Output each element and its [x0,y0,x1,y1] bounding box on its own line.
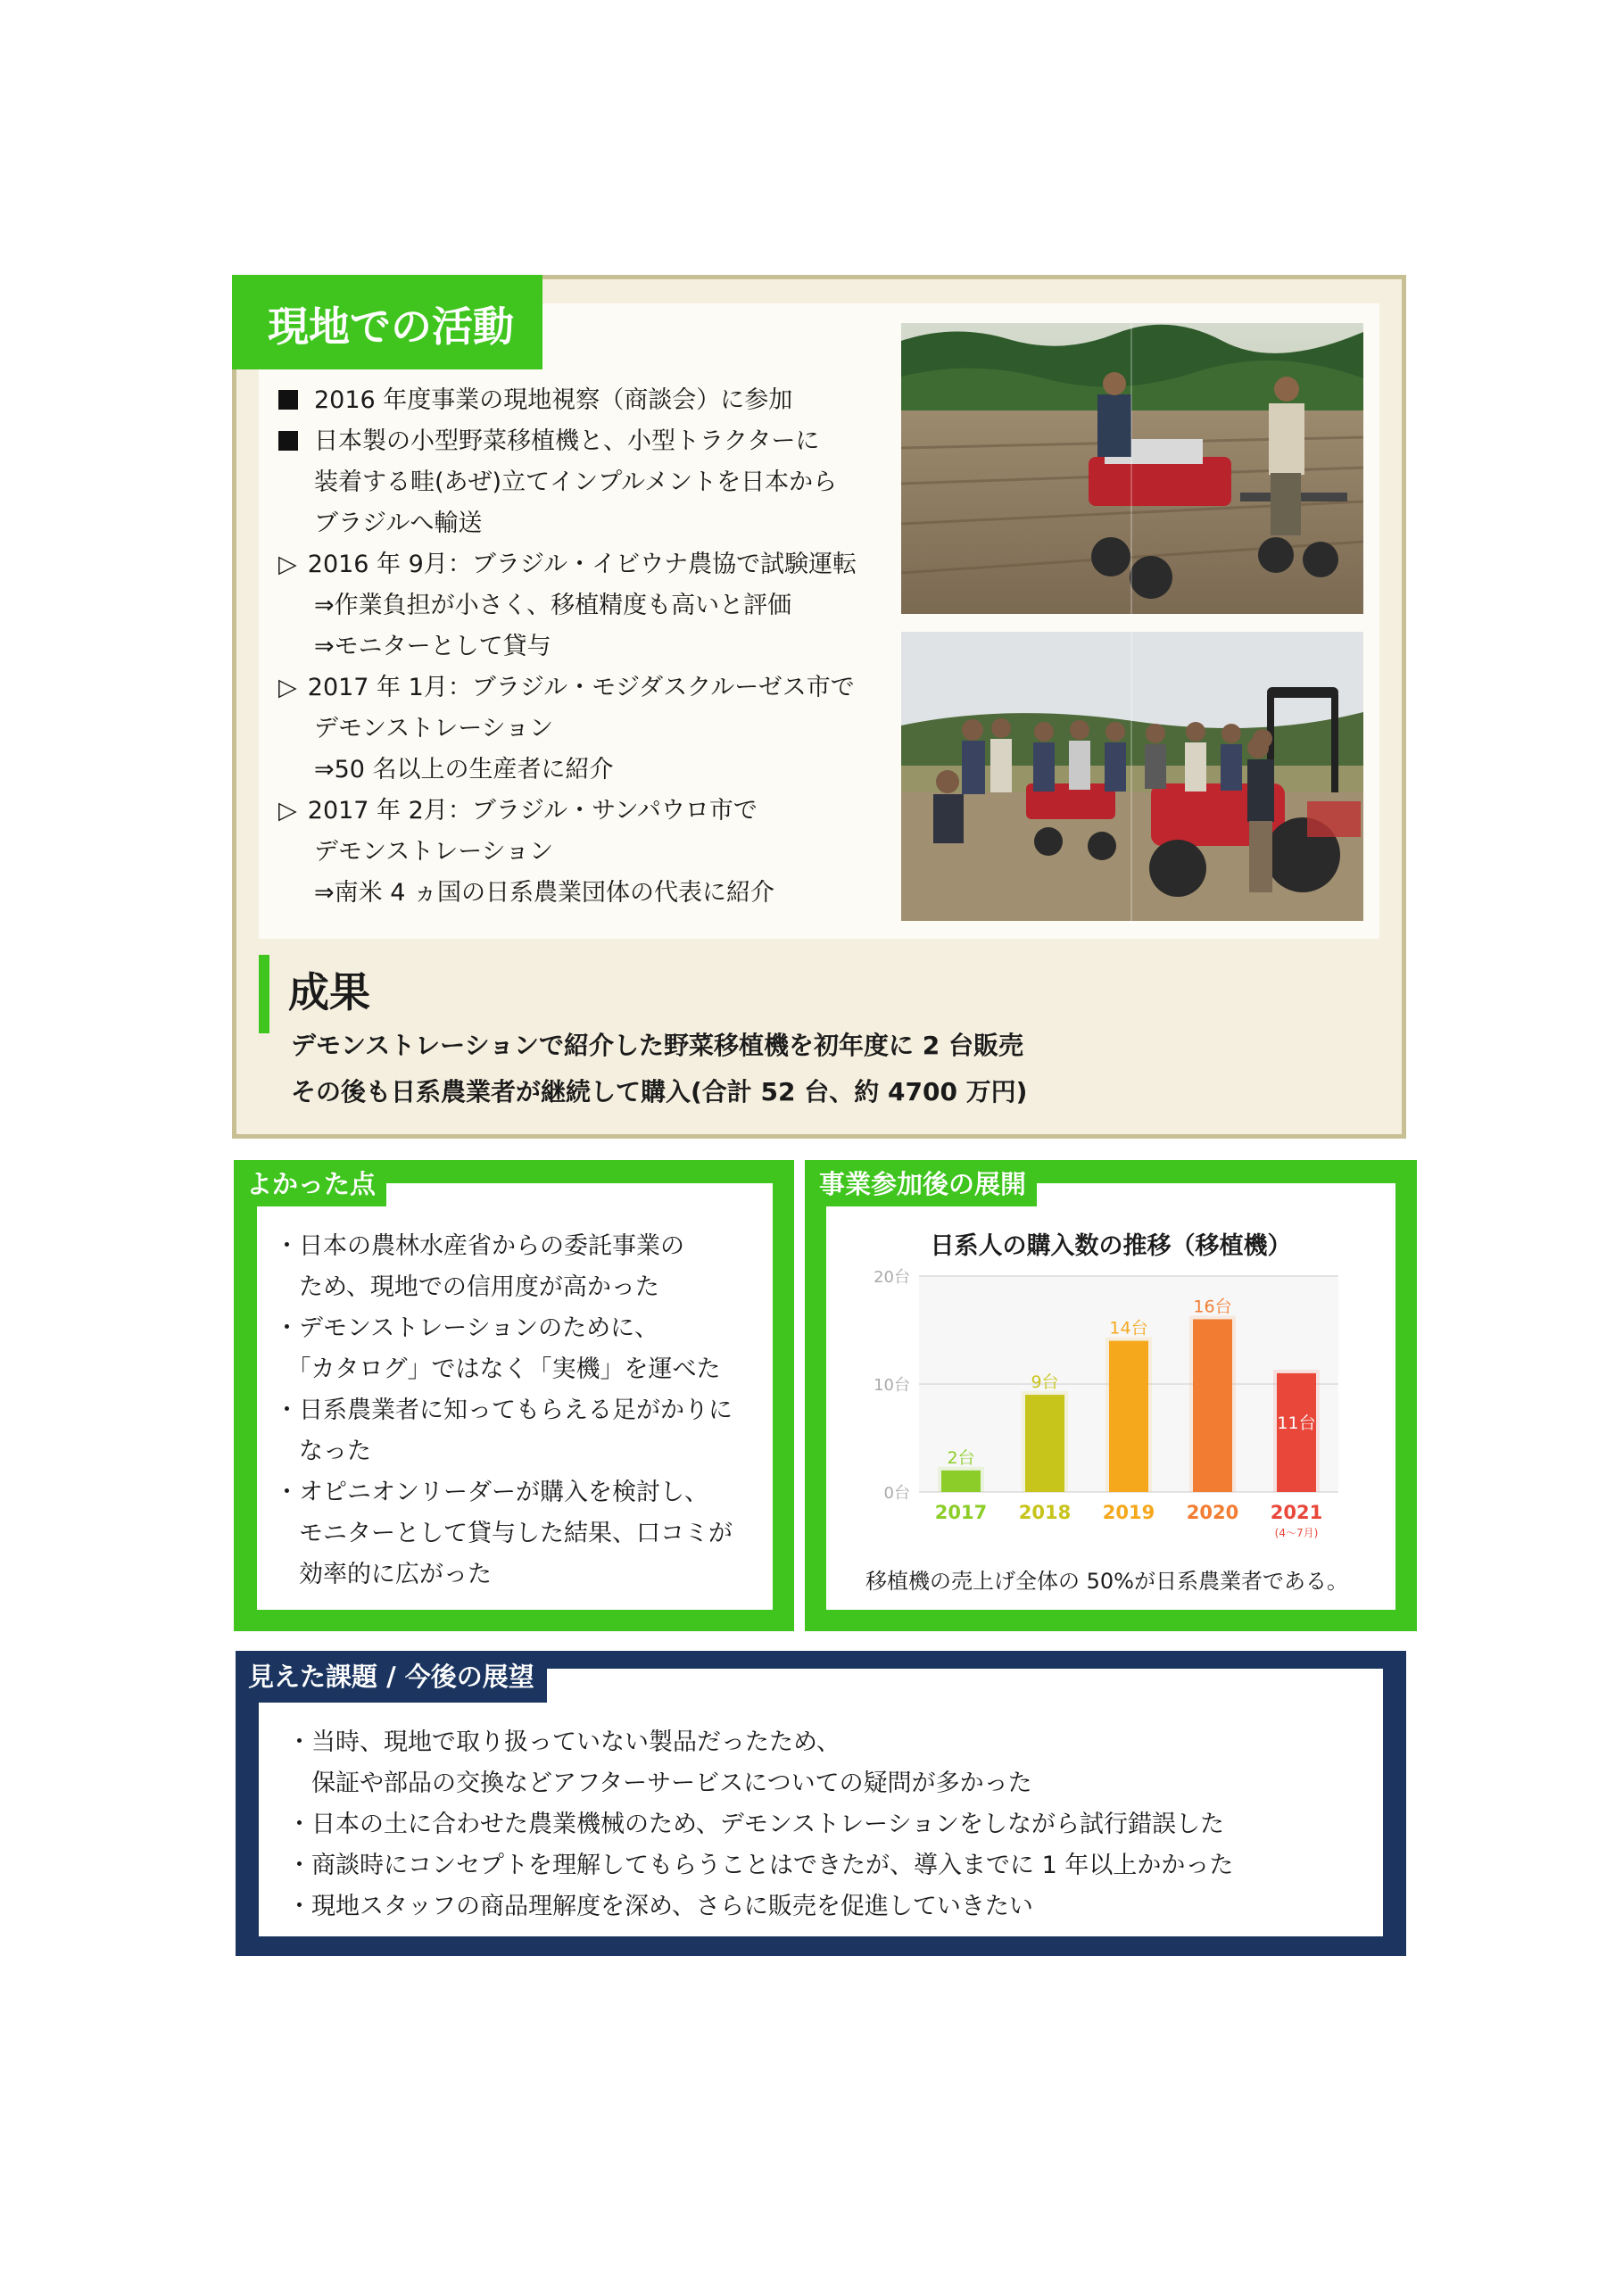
activity-item-text: 2016 年 9月：ブラジル・イビウナ農協で試験運転 [307,551,857,578]
activity-item [278,544,857,585]
activity-item [278,380,857,421]
activity-item [278,667,857,709]
activity-item [278,709,857,750]
issue-line: ・現地スタッフの商品理解度を深め、さらに販売を促進していきたい [287,1893,1033,1920]
good-point-line: ・日本の農林水産省からの委託事業の [275,1232,684,1260]
activity-item-text: ⇒作業負担が小さく、移植精度も高いと評価 [314,592,792,619]
results-title: 成果 [288,968,370,1016]
good-point-line: 「カタログ」ではなく「実機」を運べた [275,1355,721,1383]
activity-item [278,750,857,791]
data-label: 14台 [1109,1318,1148,1339]
x-tick-label: 2019 [1102,1502,1155,1523]
activity-item [278,791,857,832]
activity-title: 現地での活動 [268,303,514,351]
activity-item [278,832,857,873]
activity-item-text: 2017 年 1月：ブラジル・モジダスクルーゼス市で [307,674,855,701]
triangle-bullet-icon: ▷ [278,551,297,578]
transplanter-field-photo [901,323,1363,614]
x-tick-note: (4～7月) [1274,1527,1319,1539]
data-label: 2台 [947,1447,975,1468]
good-point-line: モニターとして貸与した結果、口コミが [275,1520,733,1547]
square-bullet-icon [278,390,298,410]
activity-list [278,380,857,914]
bar-2019 [1109,1341,1148,1492]
results-line-2: その後も日系農業者が継続して購入(合計 52 台、約 4700 万円) [291,1077,1028,1107]
activity-item [278,626,857,667]
results-line-1: デモンストレーションで紹介した野菜移植機を初年度に 2 台販売 [291,1031,1024,1060]
activity-item [278,873,857,914]
good-point-line: ・デモンストレーションのために、 [275,1314,659,1342]
good-point-line: ・オピニオンリーダーが購入を検討し、 [275,1479,708,1506]
bar-2018 [1025,1395,1064,1492]
purchase-chart-svg [857,1258,1356,1553]
issues-list [287,1722,1233,1927]
issue-line: ・商談時にコンセプトを理解してもらうことはできたが、導入までに 1 年以上かかった [287,1852,1234,1879]
good-point-line: 効率的に広がった [275,1561,492,1588]
x-tick-label: 2021 [1270,1502,1323,1523]
activity-item [278,585,857,626]
data-label: 11台 [1277,1413,1316,1433]
bar-2017 [941,1471,981,1492]
activity-item-text: ⇒50 名以上の生産者に紹介 [314,756,614,783]
x-tick-label: 2017 [934,1502,988,1523]
activity-item-text: ⇒モニターとして貸与 [314,633,551,660]
development-title: 事業参加後の展開 [808,1162,1037,1206]
activity-item-text: 装着する畦(あぜ)立てインプルメントを日本から [314,468,838,496]
y-tick-label: 0台 [883,1484,910,1503]
x-tick-label: 2020 [1186,1502,1239,1523]
activity-item-text: デモンストレーション [314,838,554,866]
activity-item [278,462,857,503]
activity-item-text: 2017 年 2月：ブラジル・サンパウロ市で [307,797,758,825]
issue-line: 保証や部品の交換などアフターサービスについての疑問が多かった [287,1770,1032,1797]
square-bullet-icon [278,431,298,451]
good-points-list [275,1226,733,1596]
issues-title: 見えた課題 / 今後の展望 [236,1651,547,1703]
y-tick-label: 10台 [874,1376,910,1395]
good-point-line: ため、現地での信用度が高かった [275,1273,659,1301]
triangle-bullet-icon: ▷ [278,797,297,825]
data-label: 9台 [1031,1372,1059,1393]
activity-item [278,503,857,544]
bar-2020 [1193,1319,1232,1492]
activity-item-text: デモンストレーション [314,715,554,742]
issue-line: ・日本の土に合わせた農業機械のため、デモンストレーションをしながら試行錯誤した [287,1811,1225,1838]
issue-line: ・当時、現地で取り扱っていない製品だったため、 [287,1728,840,1756]
group-demonstration-photo [901,632,1363,921]
activity-item-text: 日本製の小型野菜移植機と、小型トラクターに [314,427,820,455]
chart-caption: 移植機の売上げ全体の 50%が日系農業者である。 [865,1569,1348,1594]
good-points-title: よかった点 [236,1162,386,1206]
good-point-line: ・日系農業者に知ってもらえる足がかりに [275,1397,733,1424]
activity-item [278,421,857,462]
data-label: 16台 [1193,1297,1232,1317]
activity-item-text: ブラジルへ輸送 [314,510,483,537]
purchase-chart [857,1258,1356,1553]
x-tick-label: 2018 [1018,1502,1072,1523]
good-point-line: なった [275,1438,371,1465]
results-accent-bar [259,955,269,1033]
chart-title: 日系人の購入数の推移（移植機） [930,1232,1292,1260]
y-tick-label: 20台 [874,1268,910,1287]
activity-item-text: 2016 年度事業の現地視察（商談会）に参加 [314,386,793,414]
triangle-bullet-icon: ▷ [278,674,297,701]
activity-item-text: ⇒南米 4 ヵ国の日系農業団体の代表に紹介 [314,879,774,907]
